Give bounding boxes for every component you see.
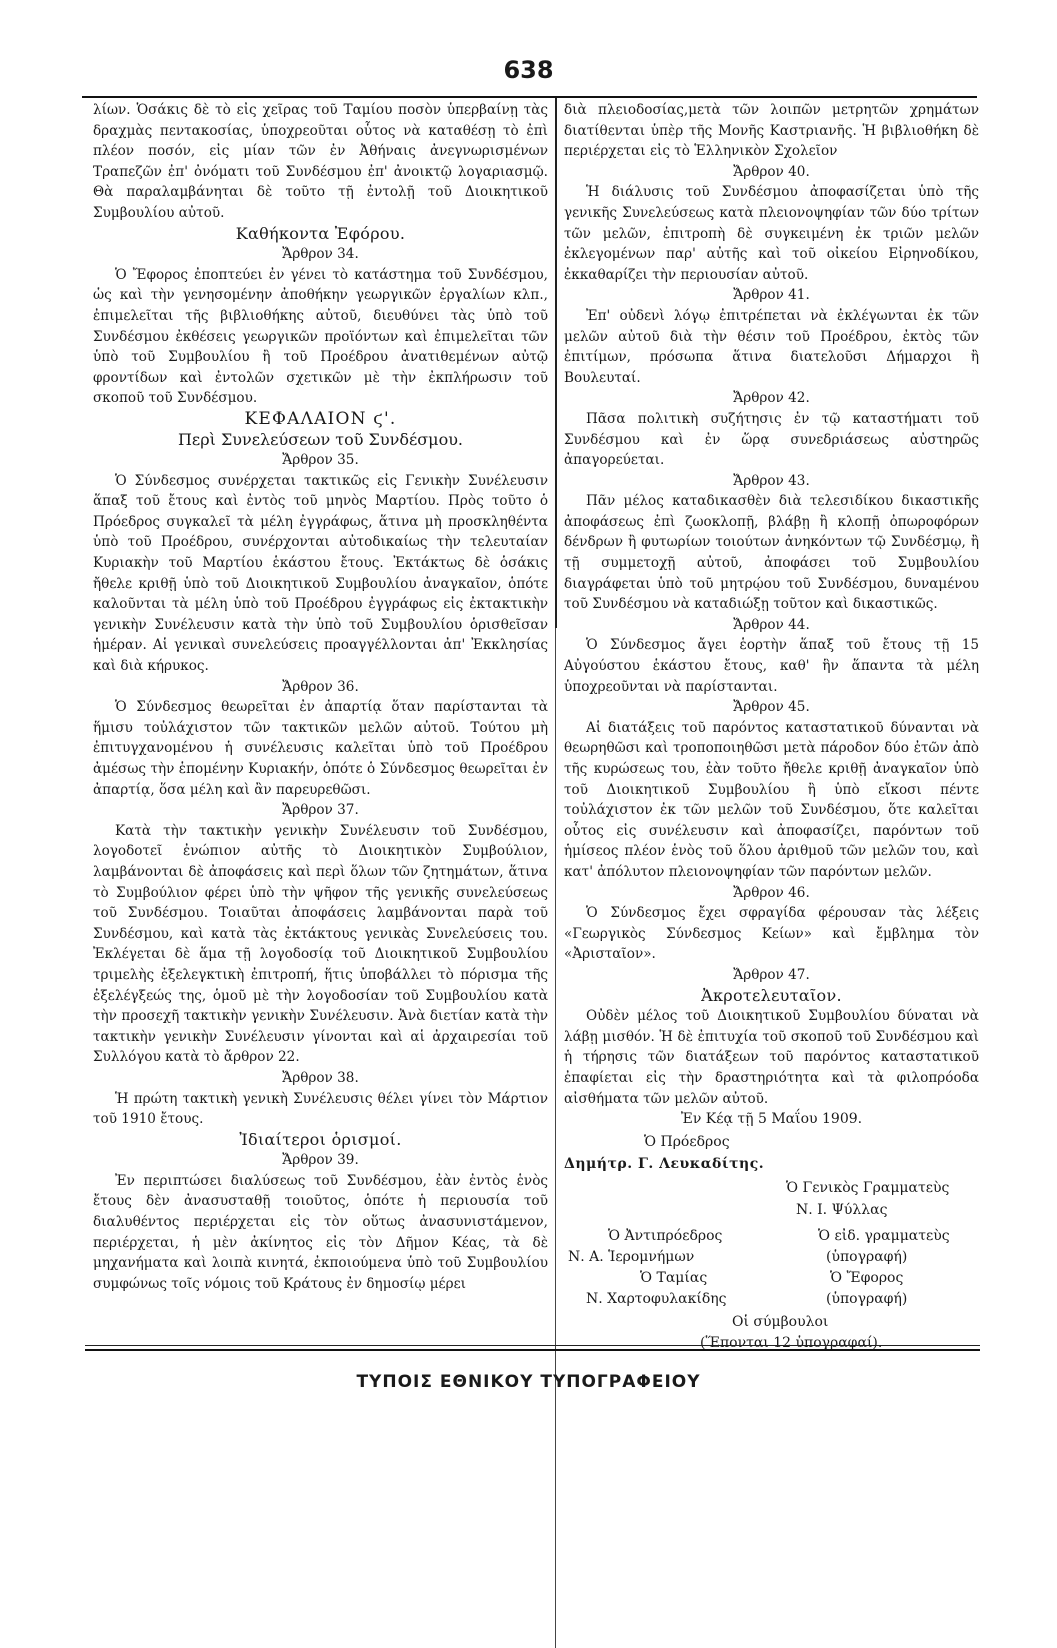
footer-rule-thin [85, 1345, 980, 1346]
councillors-note: (Ἕπονται 12 ὑπογραφαί). [700, 1334, 883, 1351]
article-46-text: Ὁ Σύνδεσμος ἔχει σφραγίδα φέρουσαν τὰς λέξεις «Γεωργικὸς Σύνδεσμος Κείων» καὶ ἔμβλημα τὸν «Ἀρισταῖον». [564, 905, 979, 963]
article-37-text: Κατὰ τὴν τακτικὴν γενικὴν Συνέλευσιν τοῦ Συνδέσμου, λογοδοτεῖ ἐνώπιον αὐτῆς τὸ Διοικητικὸν Συμβούλιον, λαμβάνονται δὲ ἀποφάσεις καὶ περὶ ὅλων τῶν ζητημάτων, ἅτινα τὸ Συμβούλιον φέρει ὑπὸ τὴν ψῆφον τῆς γενικῆς συνελεύσεως τοῦ Συνδέσμου. Τοιαῦται ἀποφάσεις λαμβάνονται παρὰ τοῦ Συνδέσμου, καὶ κατὰ τὰς ἐκτάκτους γενικὰς Συνελεύσεις του. Ἐκλέγεται δὲ ἅμα τῇ λογοδοσίᾳ τοῦ Διοικητικοῦ Συμβουλίου τριμελὴς ἐξελεγκτικὴ ἐπιτροπή, ἥτις ὑποβάλλει τὸ πόρισμα τῆς ἐξελέγξεώς της, ὁμοῦ μὲ τὴν λογοδοσίαν τοῦ Συμβουλίου κατὰ τὴν προσεχῆ τακτικὴν γενικὴν Συνέλευσιν. Ἀνὰ διετίαν κατὰ τὴν τακτικὴν γενικὴν Συνέλευσιν γίνονται καὶ αἱ ἀρχαιρεσίαι τοῦ Συλλόγου κατὰ τὸ ἄρθρον 22. [93, 822, 548, 1066]
footer-rule-thick [85, 1349, 980, 1351]
article-45-text: Αἱ διατάξεις τοῦ παρόντος καταστατικοῦ δύνανται νὰ θεωρηθῶσι καὶ τροποποιηθῶσι μετὰ πάροδον δύο ἐτῶν ἀπὸ τῆς κυρώσεως του, ἐὰν τοῦτο ἤθελε κριθῇ ἀναγκαῖον ὑπὸ τοῦ Διοικητικοῦ Συμβουλίου ἢ ὑπὸ εἴκοσι πέντε τοὐλάχιστον ἐκ τῶν μελῶν τοῦ Συνδέσμου, ὅτε καλεῖται οὗτος εἰς συνέλευσιν καὶ ἀποφασίζει, παρόντων τοῦ ἡμίσεος πλέον ἑνὸς τοῦ ὅλου ἀριθμοῦ τῶν μελῶν του, καὶ κατ' ἀπόλυτον πλειονοψηφίαν τῶν παρόντων μελῶν. [564, 719, 979, 880]
article-39-text: Ἐν περιπτώσει διαλύσεως τοῦ Συνδέσμου, ἐὰν ἐντὸς ἑνὸς ἔτους δὲν ἀνασυσταθῇ τοιοῦτος, ὁπότε ἡ περιουσία τοῦ διαλυθέντος περιέρχεται εἰς τὸν οὕτως ἀνασυνιστάμενον, περιέρχεται, ἡ μὲν ἀκίνητος εἰς τὸν Δῆμον Κέας, τὰ δὲ μηχανήματα καὶ λοιπὰ κινητά, ἐκποιούμενα ὑπὸ τοῦ Συμβουλίου συμφώνως τοῖς νόμοις τοῦ Κράτους ἐν δημοσίῳ μέρει [93, 1172, 548, 1292]
treasurer-title: Ὁ Ταμίας [640, 1269, 708, 1286]
article-heading-47: Ἄρθρον 47. [733, 966, 810, 983]
article-heading-41: Ἄρθρον 41. [733, 287, 810, 304]
article-heading-42: Ἄρθρον 42. [733, 390, 810, 407]
article-35-text: Ὁ Σύνδεσμος συνέρχεται τακτικῶς εἰς Γενικὴν Συνέλευσιν ἅπαξ τοῦ ἔτους καὶ ἐντὸς τοῦ μηνὸς Μαρτίου. Πρὸς τοῦτο ὁ Πρόεδρος συγκαλεῖ τὰ μέλη ἐγγράφως, ἅτινα μὴ προσκληθέντα ὑπὸ τοῦ Προέδρου, συνέρχονται αὐτοδικαίως τὴν τελευταίαν Κυριακὴν τοῦ Μαρτίου ἑκάστου ἔτους. Ἐκτάκτως δὲ ὁσάκις ἤθελε κριθῇ ὑπὸ τοῦ Διοικητικοῦ Συμβουλίου ἀναγκαῖον, ὁπότε καλοῦνται τὰ μέλη ὑπὸ τοῦ Προέδρου ἐγγράφως εἰς ἐκτακτικὴν γενικὴν Συνέλευσιν κατὰ τὴν ὑπὸ τοῦ Συμβουλίου ὁρισθεῖσαν ἡμέραν. Αἱ γενικαὶ συνελεύσεις προαγγέλλονται ἀπ' Ἐκκλησίας καὶ διὰ κήρυκος. [93, 472, 548, 675]
special-secretary-note: (ὑπογραφή) [826, 1248, 908, 1265]
printer-imprint: ΤΥΠΟΙΣ ΕΘΝΙΚΟΥ ΤΥΠΟΓΡΑΦΕΙΟΥ [356, 1372, 701, 1392]
date-line: Ἐν Κέᾳ τῇ 5 Μαΐου 1909. [680, 1111, 863, 1128]
article-38-text: Ἡ πρώτη τακτικὴ γενικὴ Συνέλευσις θέλει γίνει τὸν Μάρτιον τοῦ 1910 ἔτους. [93, 1090, 548, 1128]
article-heading-44: Ἄρθρον 44. [733, 616, 810, 633]
left-column [93, 100, 548, 1294]
ephor-note: (ὑπογραφή) [826, 1290, 908, 1307]
article-heading-43: Ἄρθρον 43. [733, 472, 810, 489]
article-heading-36: Ἄρθρον 36. [282, 678, 359, 695]
article-heading-40: Ἄρθρον 40. [733, 163, 810, 180]
article-44-text: Ὁ Σύνδεσμος ἄγει ἑορτὴν ἅπαξ τοῦ ἔτους τῇ 15 Αὐγούστου ἑκάστου ἔτους, καθ' ἣν ἅπαντα τὰ μέλη ὑποχρεοῦνται νὰ παρίστανται. [564, 637, 979, 695]
header-rule [82, 96, 977, 98]
article-heading-37: Ἄρθρον 37. [282, 802, 359, 819]
continuation-text: διὰ πλειοδοσίας,μετὰ τῶν λοιπῶν μετρητῶν χρημάτων διατίθενται ὑπὲρ τῆς Μονῆς Καστριανῆς. Ἡ βιβλιοθήκη δὲ περιέρχεται εἰς τὸ Ἑλληνικὸν Σχολεῖον [564, 102, 979, 160]
article-47-text: Οὐδὲν μέλος τοῦ Διοικητικοῦ Συμβουλίου δύναται νὰ λάβῃ μισθόν. Ἡ δὲ ἐπιτυχία τοῦ σκοποῦ τοῦ Συνδέσμου καὶ ἡ τήρησις τῶν διατάξεων τοῦ παρόντος καταστατικοῦ ἐπαφίεται εἰς τὴν δραστηριότητα καὶ τὰ φιλοπρόοδα αἰσθήματα τῶν μελῶν αὐτοῦ. [564, 1008, 979, 1107]
article-40-text: Ἡ διάλυσις τοῦ Συνδέσμου ἀποφασίζεται ὑπὸ τῆς γενικῆς Συνελεύσεως κατὰ πλειονοψηφίαν τῶν δύο τρίτων τῶν μελῶν, ἐπιτροπὴ δὲ συγκειμένη ἐκ τριῶν μελῶν ἐκλεγομένων παρ' αὐτῆς καὶ τοῦ οἰκείου Εἰρηνοδίκου, ἐκκαθαρίζει τὴν περιουσίαν αὐτοῦ. [564, 184, 979, 283]
article-41-text: Ἐπ' οὐδενὶ λόγῳ ἐπιτρέπεται νὰ ἐκλέγωνται ἐκ τῶν μελῶν αὐτοῦ διὰ τὴν θέσιν τοῦ Προέδρου, ἐκτὸς τῶν ἐπιτίμων, πρόσωπα ἅτινα διατελοῦσι Δήμαρχοι ἢ Βουλευταί. [564, 307, 979, 386]
article-43-text: Πᾶν μέλος καταδικασθὲν διὰ τελεσιδίκου δικαστικῆς ἀποφάσεως ἐπὶ ζωοκλοπῇ, βλάβῃ ἢ κλοπῇ ὀπωροφόρων δένδρων ἢ φυτωρίων τοιούτων ἀνηκόντων τῷ Συνδέσμῳ, ἢ τῇ συμμετοχῇ αὐτοῦ, ἀποφάσει τοῦ Συμβουλίου διαγράφεται ὑπὸ τοῦ μητρῴου τοῦ Συνδέσμου, δυναμένου τοῦ Συνδέσμου νὰ καταδιώξῃ τοῦτον καὶ δικαστικῶς. [564, 493, 979, 613]
president-title: Ὁ Πρόεδρος [644, 1133, 730, 1150]
article-heading-45: Ἄρθρον 45. [733, 699, 810, 716]
closing-heading: Ἀκροτελευταῖον. [701, 985, 842, 1005]
article-42-text: Πᾶσα πολιτικὴ συζήτησις ἐν τῷ καταστήματι τοῦ Συνδέσμου καὶ ἐν ὥρᾳ συνεδριάσεως αὐστηρῶς ἀπαγορεύεται. [564, 410, 979, 469]
article-heading-46: Ἄρθρον 46. [733, 884, 810, 901]
signature-block [564, 1130, 979, 1360]
vice-president-title: Ὁ Ἀντιπρόεδρος [608, 1227, 723, 1244]
vice-president-name: Ν. Α. Ἱερομνήμων [568, 1248, 695, 1265]
special-secretary-title: Ὁ εἰδ. γραμματεὺς [818, 1227, 950, 1244]
treasurer-name: Ν. Χαρτοφυλακίδης [586, 1290, 727, 1307]
right-column [564, 100, 979, 1360]
president-name: Δημήτρ. Γ. Λευκαδίτης. [564, 1155, 765, 1172]
column-divider-lower [555, 628, 556, 1648]
section-heading-ephor-duties: Καθήκοντα Ἐφόρου. [235, 223, 406, 243]
article-heading-38: Ἄρθρον 38. [282, 1069, 359, 1086]
chapter-subheading: Περὶ Συνελεύσεων τοῦ Συνδέσμου. [177, 429, 464, 449]
article-heading-39: Ἄρθρον 39. [282, 1152, 359, 1169]
article-heading-34: Ἄρθρον 34. [282, 246, 359, 263]
intro-paragraph: λίων. Ὁσάκις δὲ τὸ εἰς χεῖρας τοῦ Ταμίου ποσὸν ὑπερβαίνῃ τὰς δραχμὰς πεντακοσίας, ὑποχρεοῦται οὗτος νὰ καταθέσῃ τὸ ἐπὶ πλέον ποσόν, εἰς μίαν τῶν ἐν Ἀθήναις ἀνεγνωρισμένων Τραπεζῶν ἐπ' ὀνόματι τοῦ Συνδέσμου ἐπ' ἀνοικτῷ λογαριασμῷ. Θὰ παραλαμβάνηται δὲ τοῦτο τῇ ἐντολῇ τοῦ Διοικητικοῦ Συμβουλίου αὐτοῦ. [93, 102, 548, 221]
column-divider [555, 98, 557, 628]
section-heading-special-provisions: Ἰδιαίτεροι ὁρισμοί. [239, 1129, 402, 1149]
article-34-text: Ὁ Ἔφορος ἐποπτεύει ἐν γένει τὸ κατάστημα τοῦ Συνδέσμου, ὡς καὶ τὴν γενησομένην ἀποθήκην γεωργικῶν ἐργαλίων κλπ., ἐπιμελεῖται τῆς βιβλιοθήκης αὐτοῦ, διευθύνει τὰς ὑπὸ τοῦ Συνδέσμου ἐκθέσεις γεωργικῶν προϊόντων καὶ ἐπιμελεῖται τῶν ὑπὸ τοῦ Συμβουλίου ἢ τοῦ Προέδρου ἀνατιθεμένων αὐτῷ φροντίδων καὶ ἐντολῶν σχετικῶν μὲ τὴν ἐκπλήρωσιν τοῦ σκοποῦ τοῦ Συνδέσμου. [93, 266, 548, 407]
page-number: 638 [503, 56, 554, 84]
secretary-general-title: Ὁ Γενικὸς Γραμματεὺς [786, 1179, 950, 1196]
ephor-title: Ὁ Ἔφορος [830, 1269, 904, 1286]
article-heading-35: Ἄρθρον 35. [282, 452, 359, 469]
chapter-heading: ΚΕΦΑΛΑΙΟΝ ϛ'. [244, 408, 397, 429]
secretary-general-name: Ν. Ι. Ψύλλας [796, 1201, 888, 1218]
councillors-title: Οἱ σύμβουλοι [732, 1313, 829, 1330]
article-36-text: Ὁ Σύνδεσμος θεωρεῖται ἐν ἀπαρτίᾳ ὅταν παρίστανται τὰ ἥμισυ τοὐλάχιστον τῶν τακτικῶν μελῶν αὐτοῦ. Τούτου μὴ ἐπιτυγχανομένου ἡ συνέλευσις καλεῖται ὑπὸ τοῦ Προέδρου ἀμέσως τὴν ἑπομένην Κυριακήν, ὁπότε ὁ Σύνδεσμος θεωρεῖται ἐν ἀπαρτίᾳ, ὅσα μέλη καὶ ἂν παρευρεθῶσι. [93, 699, 548, 798]
